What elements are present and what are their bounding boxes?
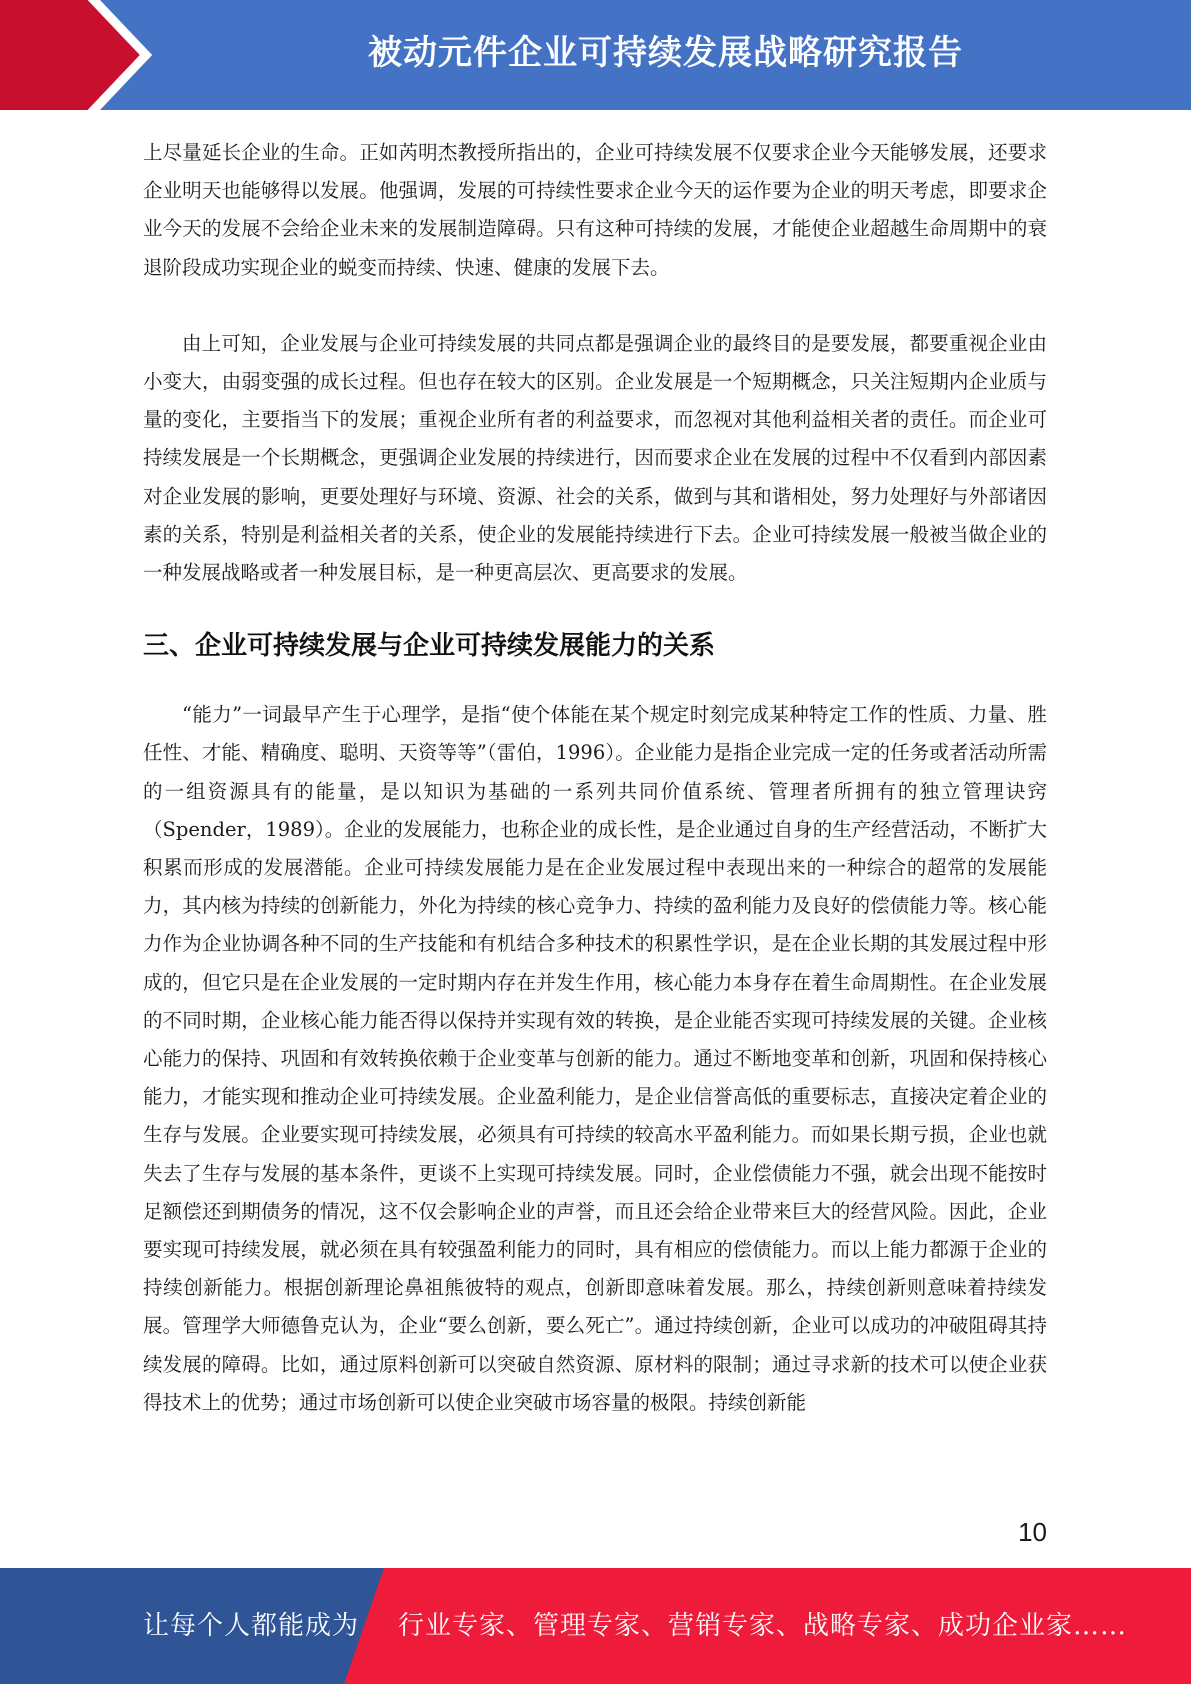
page-header-bar xyxy=(0,0,1191,110)
page-body xyxy=(143,134,1047,1422)
paragraph-continuation: 上尽量延长企业的生命。正如芮明杰教授所指出的，企业可持续发展不仅要求企业今天能够发展，还要求企业明天也能够得以发展。他强调，发展的可持续性要求企业今天的运作要为企业的明天考虑，即要求企业今天的发展不会给企业未来的发展制造障碍。只有这种可持续的发展，才能使企业超越生命周期中的衰退阶段成功实现企业的蜕变而持续、快速、健康的发展下去。 xyxy=(143,141,1047,279)
red-arrow-shape xyxy=(0,0,142,110)
page-footer-banner xyxy=(0,1568,1191,1684)
section-heading: 三、企业可持续发展与企业可持续发展能力的关系 xyxy=(143,631,716,662)
footer-slogan-right: 行业专家、管理专家、营销专家、战略专家、成功企业家…… xyxy=(398,1611,1128,1641)
paragraph-capability: “能力”一词最早产生于心理学，是指“使个体能在某个规定时刻完成某种特定工作的性质、力量、胜任性、才能、精确度、聪明、天资等等”（雷伯，1996）。企业能力是指企业完成一定的任务或者活动所需的一组资源具有的能量，是以知识为基础的一系列共同价值系统、管理者所拥有的独立管理诀窍（Spender，1989）。企业的发展能力，也称企业的成长性，是企业通过自身的生产经营活动，不断扩大积累而形成的发展潜能。企业可持续发展能力是在企业发展过程中表现出来的一种综合的超常的发展能力，其内核为持续的创新能力，外化为持续的核心竞争力、持续的盈利能力及良好的偿债能力等。核心能力作为企业协调各种不同的生产技能和有机结合多种技术的积累性学识，是在企业长期的其发展过程中形成的，但它只是在企业发展的一定时期内存在并发生作用，核心能力本身存在着生命周期性。在企业发展的不同时期，企业核心能力能否得以保持并实现有效的转换，是企业能否实现可持续发展的关键。企业核心能力的保持、巩固和有效转换依赖于企业变革与创新的能力。通过不断地变革和创新，巩固和保持核心能力，才能实现和推动企业可持续发展。企业盈利能力，是企业信誉高低的重要标志，直接决定着企业的生存与发展。企业要实现可持续发展，必须具有可持续的较高水平盈利能力。而如果长期亏损，企业也就失去了生存与发展的基本条件，更谈不上实现可持续发展。同时，企业偿债能力不强，就会出现不能按时足额偿还到期债务的情况，这不仅会影响企业的声誉，而且还会给企业带来巨大的经营风险。因此，企业要实现可持续发展，就必须在具有较强盈利能力的同时，具有相应的偿债能力。而以上能力都源于企业的持续创新能力。根据创新理论鼻祖熊彼特的观点，创新即意味着发展。那么，持续创新则意味着持续发展。管理学大师德鲁克认为，企业“要么创新，要么死亡”。通过持续创新，企业可以成功的冲破阻碍其持续发展的障碍。比如，通过原料创新可以突破自然资源、原材料的限制；通过寻求新的技术可以使企业获得技术上的优势；通过市场创新可以使企业突破市场容量的极限。持续创新能 xyxy=(143,703,1047,1414)
header-arrow-decoration xyxy=(0,0,160,110)
page-number: 10 xyxy=(1018,1517,1047,1547)
report-title: 被动元件企业可持续发展战略研究报告 xyxy=(368,33,963,73)
footer-slogan-left: 让每个人都能成为 xyxy=(143,1611,360,1641)
paragraph-comparison: 由上可知，企业发展与企业可持续发展的共同点都是强调企业的最终目的是要发展，都要重视企业由小变大，由弱变强的成长过程。但也存在较大的区别。企业发展是一个短期概念，只关注短期内企业质与量的变化，主要指当下的发展；重视企业所有者的利益要求，而忽视对其他利益相关者的责任。而企业可持续发展是一个长期概念，更强调企业发展的持续进行，因而要求企业在发展的过程中不仅看到内部因素对企业发展的影响，更要处理好与环境、资源、社会的关系，做到与其和谐相处，努力处理好与外部诸因素的关系，特别是利益相关者的关系，使企业的发展能持续进行下去。企业可持续发展一般被当做企业的一种发展战略或者一种发展目标，是一种更高层次、更高要求的发展。 xyxy=(143,331,1047,585)
